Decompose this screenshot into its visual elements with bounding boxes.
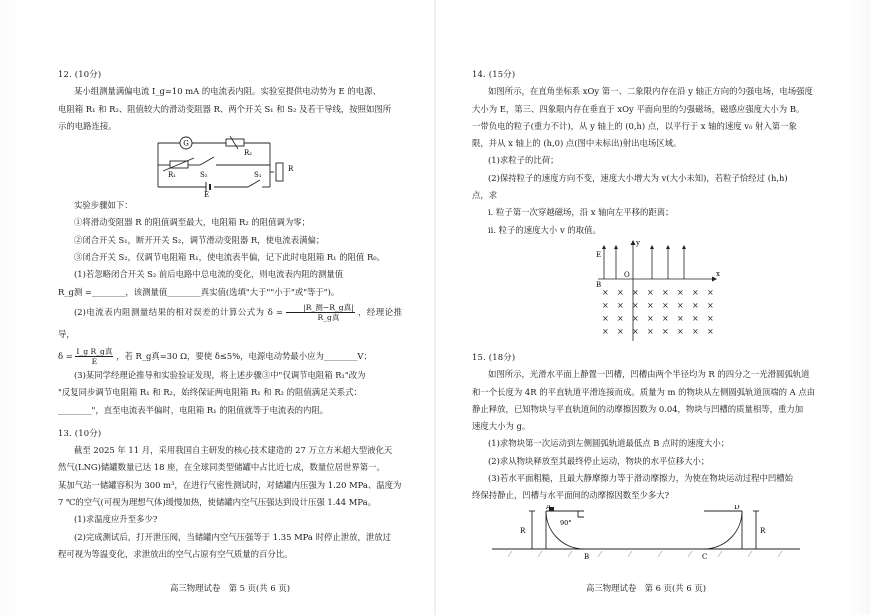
q13-text: 7 ℃的空气(可视为理想气体)缓慢加热，使储罐内空气压强达到设计压强 1.44 MPa。	[58, 497, 376, 508]
s1-label: S₁	[254, 171, 262, 180]
q12-part2-lead: (2)电流表内阻测量结果的相对误差的计算公式为 δ =	[74, 306, 284, 317]
left-page	[58, 66, 402, 563]
angle-label: 90°	[560, 518, 572, 527]
q15-text: 速度大小为 g。	[472, 421, 531, 432]
point-c-label: C	[702, 552, 708, 561]
field-cross-mark: ×	[647, 287, 654, 297]
q14-text: 大小为 E，第三、四象限内存在垂直于 xOy 平面向里的匀强磁场，磁感应强度大小为 B。	[472, 103, 805, 114]
field-cross-mark: ×	[602, 300, 609, 310]
q12-part1-cont: R_g测 =________，该测量值________真实值(选填"大于""小于"或"等于")。	[58, 286, 340, 297]
field-cross-mark: ×	[647, 326, 654, 336]
q12-heading: 12. (10分)	[58, 69, 102, 79]
field-cross-mark: ×	[632, 326, 639, 336]
q12-part3-cont: "反复同步调节电阻箱 R₁ 和 R₂，始终保证两电阻箱 R₁ 和 R₂ 的阻值满足关系式：	[58, 387, 363, 398]
circuit-diagram	[58, 135, 402, 197]
point-a-label: A	[546, 504, 552, 511]
q14-part2: (2)保持粒子的速度方向不变，速度大小增大为 v(大小未知)，若粒子恰经过 (h,h)	[488, 172, 788, 183]
field-cross-mark: ×	[662, 313, 669, 323]
q14-part1: (1)求粒子的比荷；	[488, 155, 559, 166]
field-cross-mark: ×	[707, 326, 714, 336]
steps-title: 实验步骤如下：	[74, 200, 133, 211]
q13-text: 然气(LNG)储罐数量已达 18 座，在全球同类型储罐中占比近七成，数量位居世界第一。	[58, 462, 385, 473]
origin-label: O	[624, 270, 630, 279]
magnetic-field-crosses	[602, 288, 714, 336]
q14-item-i: ⅰ. 粒子第一次穿越磁场，沿 x 轴向左平移的距离；	[488, 207, 674, 218]
s2-label: S₂	[200, 171, 208, 180]
field-cross-mark: ×	[662, 326, 669, 336]
field-cross-mark: ×	[677, 287, 684, 297]
step-2: ②闭合开关 S₁，断开开关 S₂，调节滑动变阻器 R，使电流表满偏；	[74, 234, 325, 245]
field-cross-mark: ×	[617, 313, 624, 323]
q14-text: 如图所示，在直角坐标系 xOy 第一、二象限内存在沿 y 轴正方向的匀强电场，电场强度	[488, 86, 813, 97]
radius-right-label: R	[760, 526, 766, 535]
y-axis-label: y	[636, 238, 640, 247]
page-footer-right: 高三物理试卷 第 6 页(共 6 页)	[586, 583, 706, 593]
page-footer-left: 高三物理试卷 第 5 页(共 6 页)	[170, 583, 290, 593]
field-cross-mark: ×	[647, 300, 654, 310]
field-cross-mark: ×	[662, 300, 669, 310]
q12-part2-tail2: ，若 R_g真=30 Ω，要使 δ≤5%，电源电动势最小应为________V；	[116, 350, 372, 361]
field-cross-mark: ×	[677, 300, 684, 310]
q13-part2: (2)完成测试后，打开泄压阀，当储罐内空气压强等于 1.35 MPa 时停止泄放，泄放过	[74, 531, 391, 542]
field-cross-mark: ×	[707, 287, 714, 297]
q15-part3-cont: 终保持静止，凹槽与水平面间的动摩擦因数至少多大?	[472, 490, 670, 501]
q12-part3: (3)某同学经理论推导和实验验证发现，将上述步骤③中"仅调节电阻箱 R₁"改为	[74, 369, 366, 380]
error-formula	[286, 303, 355, 322]
x-axis-label: x	[716, 269, 720, 278]
groove-diagram	[472, 505, 818, 561]
field-cross-mark: ×	[602, 287, 609, 297]
r1-label: R₁	[168, 171, 177, 180]
q15-part2: (2)求从物块释放至其最终停止运动，物块的水平位移大小；	[488, 455, 710, 466]
field-diagram	[472, 239, 818, 343]
step-3: ③闭合开关 S₂，仅调节电阻箱 R₁，使电流表半偏，记下此时电阻箱 R₁ 的阻值 R₀。	[74, 252, 386, 263]
point-b-label: B	[584, 552, 590, 561]
field-cross-mark: ×	[692, 287, 699, 297]
q15-heading: 15. (18分)	[472, 351, 516, 362]
r-label: R	[288, 165, 294, 174]
q15-text: 静止释放，已知物块与平直轨道间的动摩擦因数为 0.04，物块与凹槽的质量相等，重力加	[472, 403, 804, 414]
delta-formula-numerator: I_g R_g真	[76, 346, 113, 356]
radius-left-label: R	[520, 526, 526, 535]
error-formula-denominator: R_g真	[317, 312, 340, 322]
field-cross-mark: ×	[692, 326, 699, 336]
q14-item-ii: ⅱ. 粒子的速度大小 v 的取值。	[488, 224, 601, 235]
q12-part2-tail: ，经理论推导，	[58, 306, 402, 339]
e-label: E	[204, 191, 210, 198]
field-cross-mark: ×	[677, 313, 684, 323]
field-cross-mark: ×	[602, 326, 609, 336]
q14-heading: 14. (15分)	[472, 69, 516, 79]
field-cross-mark: ×	[692, 313, 699, 323]
q12-part1: (1)若忽略闭合开关 S₂ 前后电路中总电流的变化，则电流表内阻的测量值	[74, 269, 344, 280]
error-formula-numerator: |R_测−R_g真|	[286, 303, 355, 313]
r2-label: R₂	[244, 149, 253, 158]
right-page	[472, 66, 818, 561]
delta-lead: δ =	[58, 350, 73, 361]
field-cross-mark: ×	[707, 313, 714, 323]
q12-text: 电阻箱 R₁ 和 R₂、阻值较大的滑动变阻器 R、两个开关 S₁ 和 S₂ 及若干导线，按照如图所	[58, 103, 392, 114]
field-cross-mark: ×	[617, 287, 624, 297]
q13-part2-cont: 程可视为等温变化，求泄放出的空气占原有空气质量的百分比。	[58, 548, 293, 559]
q15-part3: (3)若水平面粗糙，且最大静摩擦力等于滑动摩擦力，为使在物块运动过程中凹槽始	[488, 473, 793, 484]
q13-part1: (1)求温度应升至多少?	[74, 514, 158, 525]
field-cross-mark: ×	[632, 313, 639, 323]
step-1: ①将滑动变阻器 R 的阻值调至最大，电阻箱 R₂ 的阻值调为零；	[74, 217, 310, 228]
field-cross-mark: ×	[662, 287, 669, 297]
field-cross-mark: ×	[707, 300, 714, 310]
field-cross-mark: ×	[677, 326, 684, 336]
page-fold	[434, 0, 436, 615]
q13-heading: 13. (10分)	[58, 427, 102, 438]
q12-part2-cont	[58, 345, 402, 367]
q13-text: 截至 2025 年 11 月，采用我国自主研发的核心技术建造的 27 万立方米超大型液化天	[74, 445, 393, 456]
q12-text: 某小组测量满偏电流 I_g=10 mA 的电流表内阻。实验室提供电动势为 E 的电源、	[74, 86, 381, 97]
field-cross-mark: ×	[617, 300, 624, 310]
field-cross-mark: ×	[617, 326, 624, 336]
field-cross-mark: ×	[647, 313, 654, 323]
point-d-label: D	[734, 504, 740, 511]
q12-part2	[58, 301, 402, 345]
delta-formula	[75, 347, 113, 366]
b-field-label: B	[596, 280, 602, 289]
q15-text: 如图所示，光滑水平面上静置一凹槽，凹槽由两个半径均为 R 的四分之一光滑圆弧轨道	[488, 369, 810, 380]
q14-part2-cont: 点，求	[472, 190, 498, 201]
field-cross-mark: ×	[632, 300, 639, 310]
q14-text: 限，并从 x 轴上的 (h,0) 点(图中未标出)射出电场区域。	[472, 138, 682, 149]
field-cross-mark: ×	[602, 313, 609, 323]
delta-formula-denominator: E	[91, 356, 98, 366]
e-field-label: E	[596, 250, 602, 259]
field-cross-mark: ×	[692, 300, 699, 310]
field-cross-mark: ×	[632, 287, 639, 297]
q12-part3-cont: ________"，直至电流表半偏时，电阻箱 R₁ 的阻值就等于电流表的内阻。	[58, 404, 329, 415]
ammeter-label: G	[183, 139, 189, 148]
q12-text: 示的电路连接。	[58, 120, 117, 131]
q14-text: 一带负电的粒子(重力不计)，从 y 轴上的 (0,h) 点，以平行于 x 轴的速度 v₀ 射入第一象	[472, 120, 797, 131]
q15-text: 和一个长度为 4R 的平直轨道平滑连接而成。质量为 m 的物块从左侧圆弧轨道顶端的 A 点由	[472, 386, 816, 397]
q15-part1: (1)求物块第一次运动到左侧圆弧轨道最低点 B 点时的速度大小；	[488, 438, 730, 449]
q13-text: 某加气站一储罐容积为 300 m³，在进行气密性测试时，对储罐内压强为 1.20 MPa、温度为	[58, 479, 402, 490]
